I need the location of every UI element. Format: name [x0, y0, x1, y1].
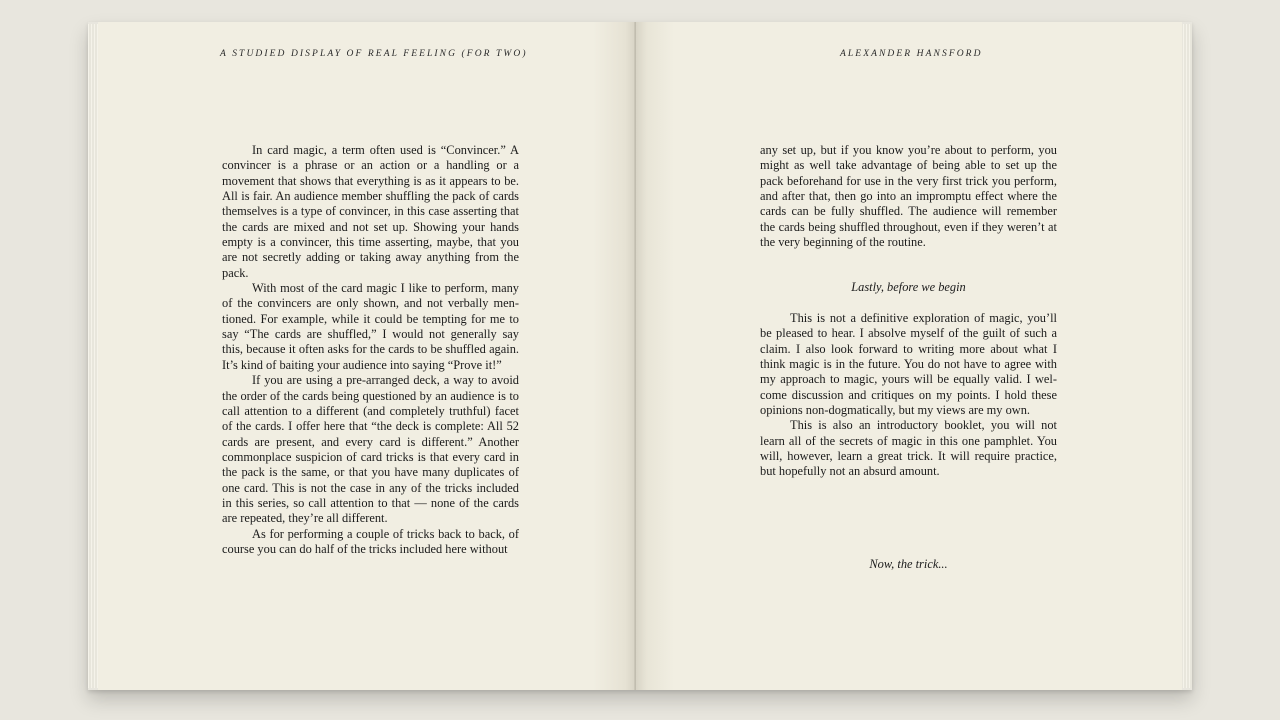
left-running-head: A STUDIED DISPLAY OF REAL FEELING (FOR TWO)	[220, 49, 528, 59]
body-paragraph: If you are using a pre-arranged deck, a way to avoid the order of the cards being questioned by an audience is to call attention to a different (and completely truthful) facet of the cards. I offer here that “the deck is complete: All 52 cards are present, and every card is different.” Another commonplace suspicion of card tricks is that every card in the pack is the same, or that you have many duplicates of one card. This is not the case in any of the tricks included in this series, so call attention to that — none of the cards are repeated, they’re all different.	[222, 373, 519, 526]
right-page[interactable]	[636, 22, 1182, 690]
body-paragraph: As for performing a couple of tricks back to back, of course you can do half of the tricks included here without	[222, 526, 519, 556]
left-page-body	[222, 143, 519, 557]
body-paragraph: In card magic, a term often used is “Convincer.” A convincer is a phrase or an action or a handling or a movement that shows that everything is as it appears to be. All is fair. An audience member shuffling the pack of cards themselves is a type of convincer, in this case asserting that the cards are mixed and not set up. Showing your hands empty is a convincer, this time asserting, maybe, that you are not secretly adding or taking away anything from the pack.	[222, 143, 519, 280]
right-page-body	[760, 311, 1057, 480]
right-running-head: ALEXANDER HANSFORD	[840, 49, 983, 59]
left-page[interactable]	[98, 22, 636, 690]
open-book-spread	[88, 22, 1192, 690]
right-page-continuation	[760, 143, 1057, 250]
body-paragraph: This is not a definitive exploration of magic, you’ll be pleased to hear. I absolve myself of the guilt of such a claim. I also look forward to writing more about what I think magic is in the future. You do not have to agree with my approach to magic, yours will be equally valid. I welcome discussion and critiques on my points. I hold these opinions non-dogmatically, but my views are my own.	[760, 311, 1057, 418]
body-paragraph: any set up, but if you know you’re about to perform, you might as well take advantage of being able to set up the pack beforehand for use in the very first trick you perform, and after that, then go into an impromptu effect where the cards can be fully shuffled. The audience will remember the cards being shuffled throughout, even if they weren’t at the very beginning of the routine.	[760, 143, 1057, 250]
body-paragraph: With most of the card magic I like to perform, many of the convincers are only shown, and not verbally mentioned. For example, while it could be tempting for me to say “The cards are shuffled,” I would not generally say this, because it often asks for the cards to be shuffled again. It’s kind of baiting your audience into saying “Prove it!”	[222, 281, 519, 372]
body-paragraph: This is also an introductory booklet, you will not learn all of the secrets of magic in this one pamphlet. You will, however, learn a great trick. It will require practice, but hopefully not an absurd amount.	[760, 418, 1057, 479]
section-heading: Lastly, before we begin	[851, 280, 966, 294]
closing-line: Now, the trick...	[869, 557, 948, 571]
